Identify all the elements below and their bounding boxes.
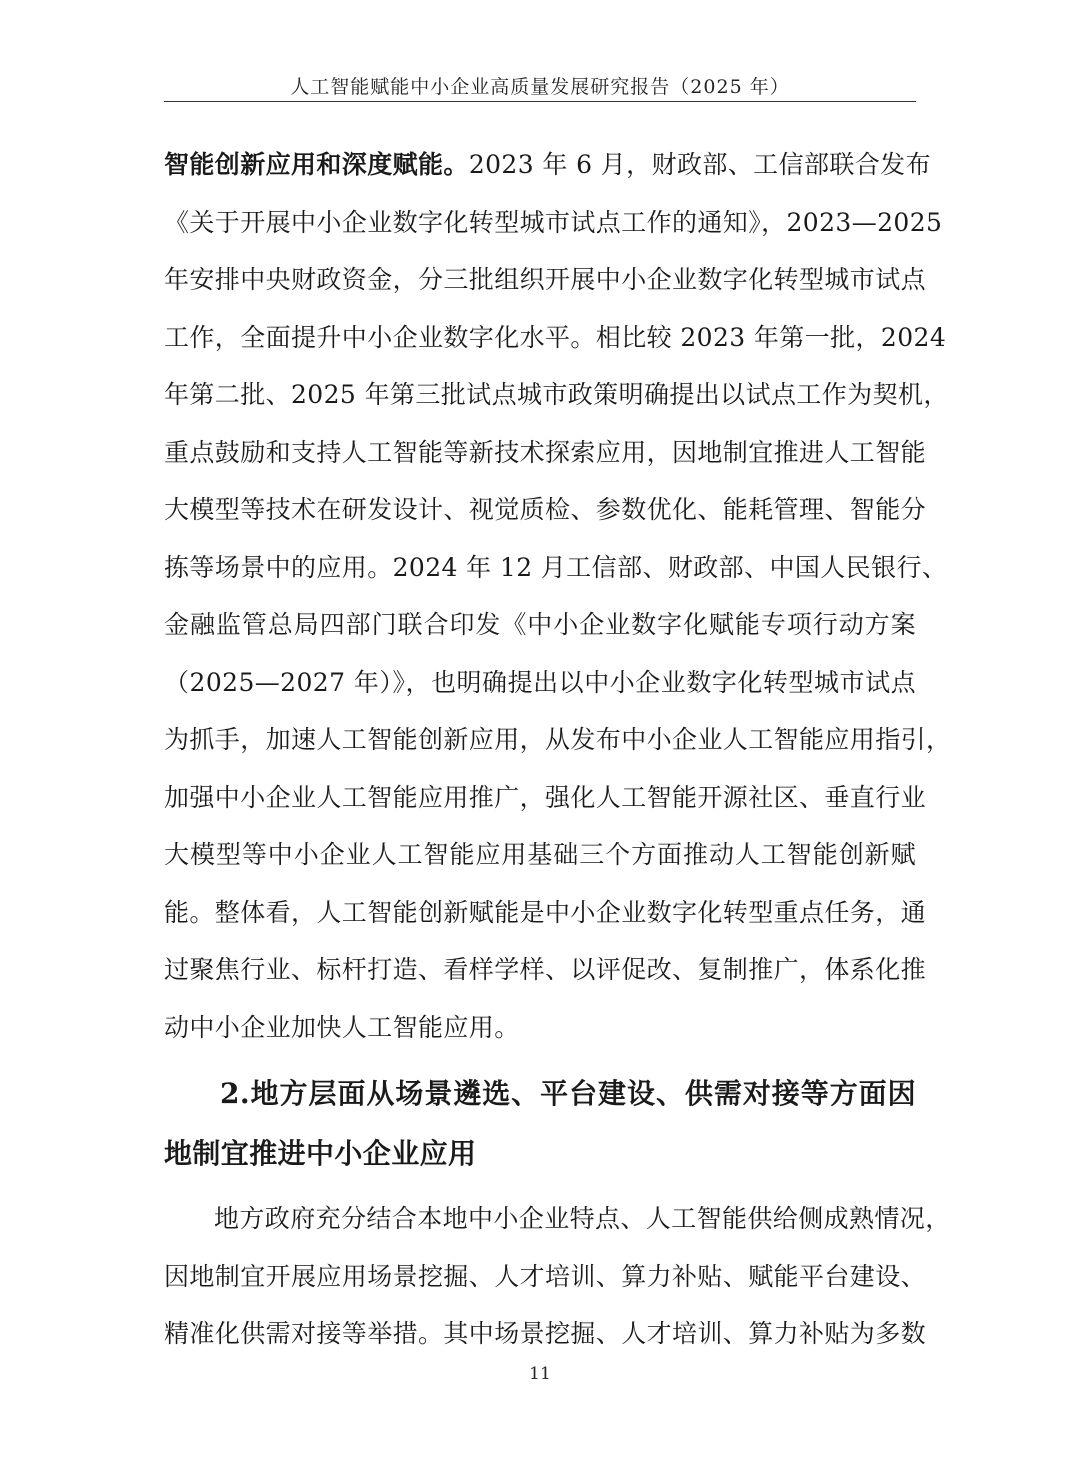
section-heading: 2.地方层面从场景遴选、平台建设、供需对接等方面因 xyxy=(220,1077,916,1110)
paragraph-1-line-1-text: 2023 年 6 月，财政部、工信部联合发布 xyxy=(468,150,931,179)
paragraph-1-line: 金融监管总局四部门联合印发《中小企业数字化赋能专项行动方案 xyxy=(164,610,916,639)
paragraph-1-line: 能。整体看，人工智能创新赋能是中小企业数字化转型重点任务，通 xyxy=(164,897,927,927)
paragraph-1-line: 重点鼓励和支持人工智能等新技术探索应用，因地制宜推进人工智能 xyxy=(164,437,927,467)
header-rule xyxy=(164,101,916,102)
paragraph-1-line: 大模型等技术在研发设计、视觉质检、参数优化、能耗管理、智能分 xyxy=(164,495,927,524)
paragraph-1-line: 过聚焦行业、标杆打造、看样学样、以评促改、复制推广，体系化推 xyxy=(164,955,927,984)
paragraph-1-line: 加强中小企业人工智能应用推广，强化人工智能开源社区、垂直行业 xyxy=(164,782,927,812)
paragraph-1-line: 工作，全面提升中小企业数字化水平。相比较 2023 年第一批，2024 xyxy=(164,322,947,352)
paragraph-1-line: 年第二批、2025 年第三批试点城市政策明确提出以试点工作为契机， xyxy=(164,380,949,409)
paragraph-1-line: 动中小企业加快人工智能应用。 xyxy=(164,1012,520,1042)
page-number: 11 xyxy=(529,1364,551,1384)
paragraph-1-line-1 xyxy=(164,136,931,194)
paragraph-lead-phrase: 智能创新应用和深度赋能。 xyxy=(164,150,469,179)
section-heading-continued: 地制宜推进中小企业应用 xyxy=(164,1137,477,1170)
body-text xyxy=(164,136,952,1363)
running-header: 人工智能赋能中小企业高质量发展研究报告（2025 年） xyxy=(290,76,790,98)
paragraph-1-line: 大模型等中小企业人工智能应用基础三个方面推动人工智能创新赋 xyxy=(164,840,916,869)
paragraph-2-line: 因地制宜开展应用场景挖掘、人才培训、算力补贴、赋能平台建设、 xyxy=(164,1261,927,1291)
paragraph-1-line: 年安排中央财政资金，分三批组织开展中小企业数字化转型城市试点 xyxy=(164,265,927,294)
paragraph-1-line: 为抓手，加速人工智能创新应用，从发布中小企业人工智能应用指引， xyxy=(164,725,952,754)
paragraph-1-line: 拣等场景中的应用。2024 年 12 月工信部、财政部、中国人民银行、 xyxy=(164,552,948,582)
paragraph-2-line: 精准化供需对接等举措。其中场景挖掘、人才培训、算力补贴为多数 xyxy=(164,1319,927,1348)
paragraph-1-line: （2025—2027 年）》，也明确提出以中小企业数字化转型城市试点 xyxy=(164,667,916,697)
paragraph-1-line: 《关于开展中小企业数字化转型城市试点工作的通知》，2023—2025 xyxy=(164,207,943,237)
paragraph-2-line: 地方政府充分结合本地中小企业特点、人工智能供给侧成熟情况， xyxy=(214,1204,951,1233)
